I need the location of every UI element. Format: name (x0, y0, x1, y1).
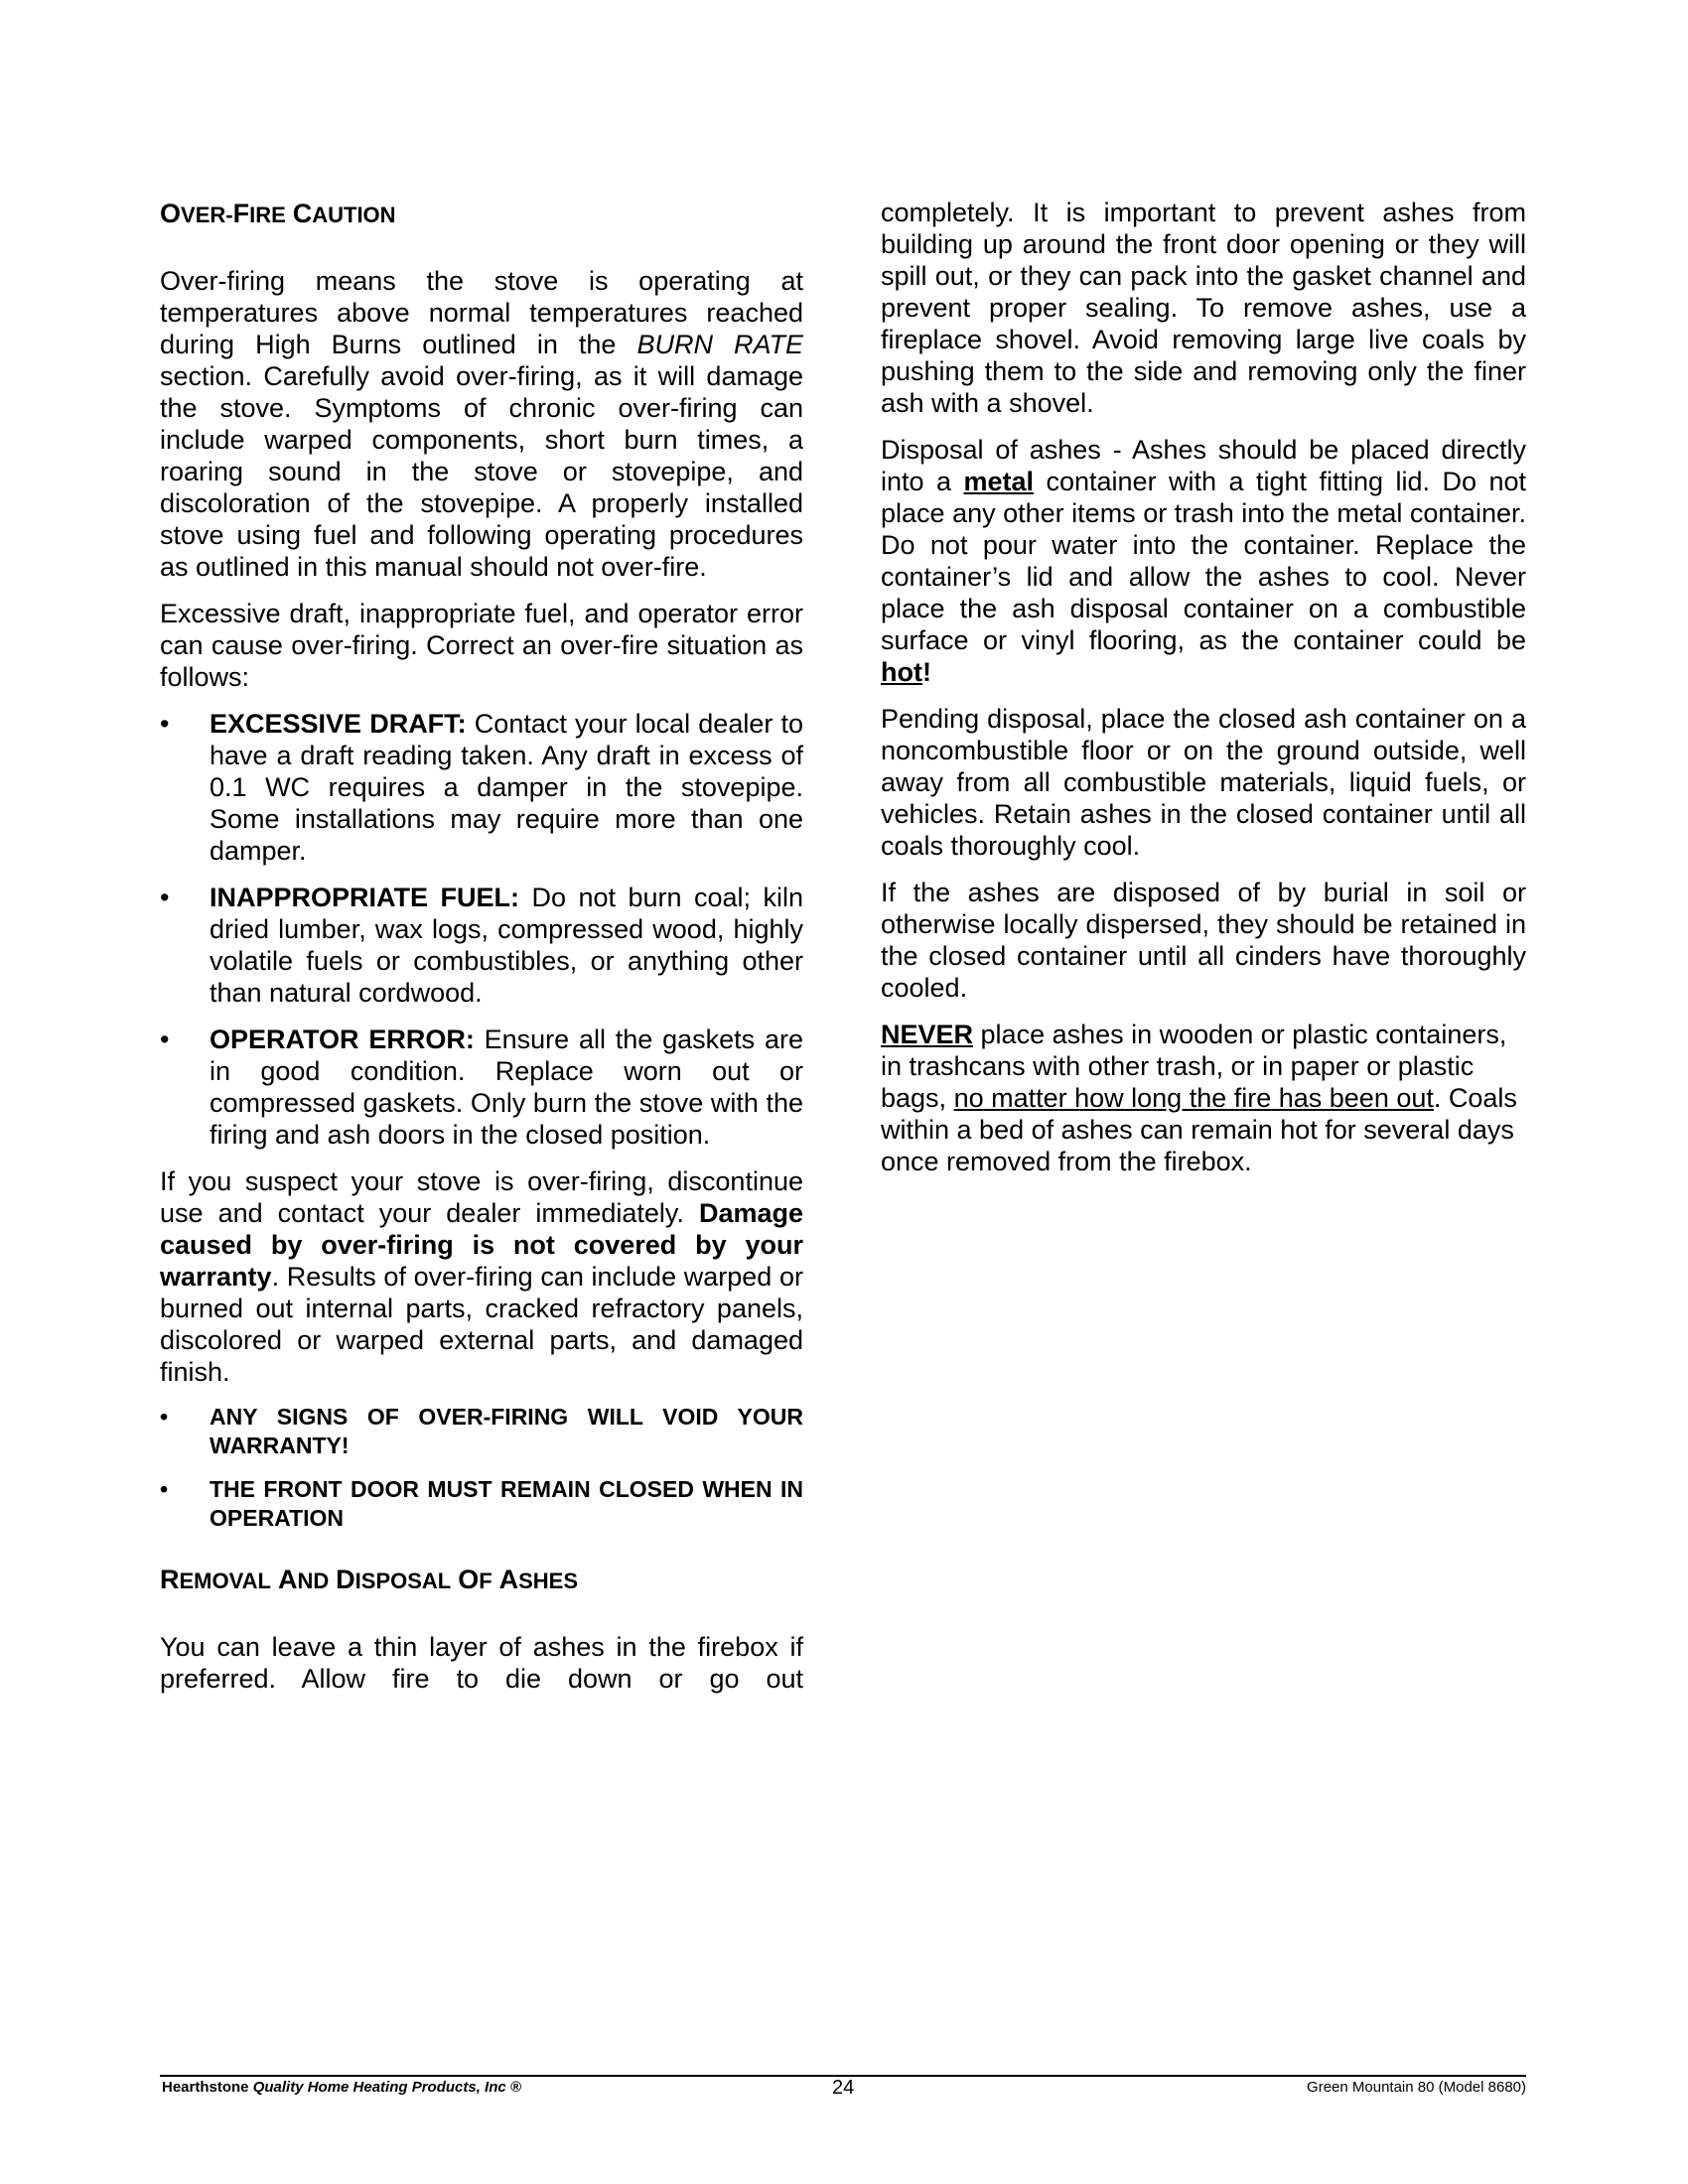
warning-item: • THE FRONT DOOR MUST REMAIN CLOSED WHEN IN OPERATION (160, 1476, 803, 1531)
list-item: • EXCESSIVE DRAFT: Contact your local dealer to have a draft reading taken. Any draft in excess of 0.1 WC requires a damper in the stovepipe. Some installations may require more than one damper. (160, 709, 803, 866)
section-heading-ashes: REMOVAL AND DISPOSAL OF ASHES (160, 1565, 579, 1594)
right-column (881, 197, 1526, 1192)
list-item: • OPERATOR ERROR: Ensure all the gaskets are in good condition. Replace worn out or compressed gaskets. Only burn the stove with the firing and ash doors in the closed position. (160, 1024, 804, 1150)
pending-disposal-paragraph: Pending disposal, place the closed ash container on a noncombustible floor or on the ground outside, well away from all combustible materials, liquid fuels, or vehicles. Retain ashes in the closed container until all coals thoroughly cool. (881, 704, 1526, 861)
causes-paragraph: Excessive draft, inappropriate fuel, and operator error can cause over-firing. Correct an over-fire situation as follows: (160, 599, 803, 692)
burial-paragraph: If the ashes are disposed of by burial in soil or otherwise locally dispersed, they should be retained in the closed container until all cinders have thoroughly cooled. (881, 878, 1526, 1003)
disposal-paragraph: Disposal of ashes - Ashes should be placed directly into a metal container with a tight fitting lid. Do not place any other items or trash into the metal container. Do not pour water into the container. Replace the container’s lid and allow the ashes to cool. Never place the ash disposal container on a combustible surface or vinyl flooring, as the container could be hot! (881, 435, 1526, 687)
list-item: • INAPPROPRIATE FUEL: Do not burn coal; kiln dried lumber, wax logs, compressed wood, highly volatile fuels or combustibles, or anything other than natural cordwood. (160, 883, 803, 1008)
warranty-paragraph: If you suspect your stove is over-firing, discontinue use and contact your dealer immediately. Damage caused by over-firing is not covered by your warranty. Results of over-firing can include warped or burned out internal parts, cracked refractory panels, discolored or warped external parts, and damaged finish. (160, 1166, 803, 1387)
page-number: 24 (832, 2077, 855, 2099)
footer-company: Hearthstone Quality Home Heating Products, Inc ® (162, 2079, 521, 2096)
warning-list (160, 1403, 803, 1533)
ashes-continued-paragraph: completely. It is important to prevent ashes from building up around the front door opening or they will spill out, or they can pack into the gasket channel and prevent proper sealing. To remove ashes, use a fireplace shovel. Avoid removing large live coals by pushing them to the side and removing only the finer ash with a shovel. (881, 198, 1526, 418)
ashes-intro-paragraph: You can leave a thin layer of ashes in the firebox if preferred. Allow fire to die down or go out (160, 1632, 803, 1694)
never-paragraph: NEVER place ashes in wooden or plastic containers, in trashcans with other trash, or in paper or plastic bags, no matter how long the fire has been out. Coals within a bed of ashes can remain hot for several days once removed from the firebox. (881, 1020, 1517, 1176)
cause-list (160, 708, 803, 1151)
warning-item: • ANY SIGNS OF OVER-FIRING WILL VOID YOUR WARRANTY! (160, 1404, 803, 1458)
section-heading-over-fire: OVER-FIRE CAUTION (160, 199, 396, 228)
over-fire-paragraph: Over-firing means the stove is operating at temperatures above normal temperatures reached during High Burns outlined in the BURN RATE section. Carefully avoid over-firing, as it will damage the stove. Symptoms of chronic over-firing can include warped components, short burn times, a roaring sound in the stove or stovepipe, and discoloration of the stovepipe. A properly installed stove using fuel and following operating procedures as outlined in this manual should not over-fire. (160, 266, 803, 582)
left-column (160, 199, 803, 1709)
footer-model: Green Mountain 80 (Model 8680) (1307, 2079, 1526, 2096)
